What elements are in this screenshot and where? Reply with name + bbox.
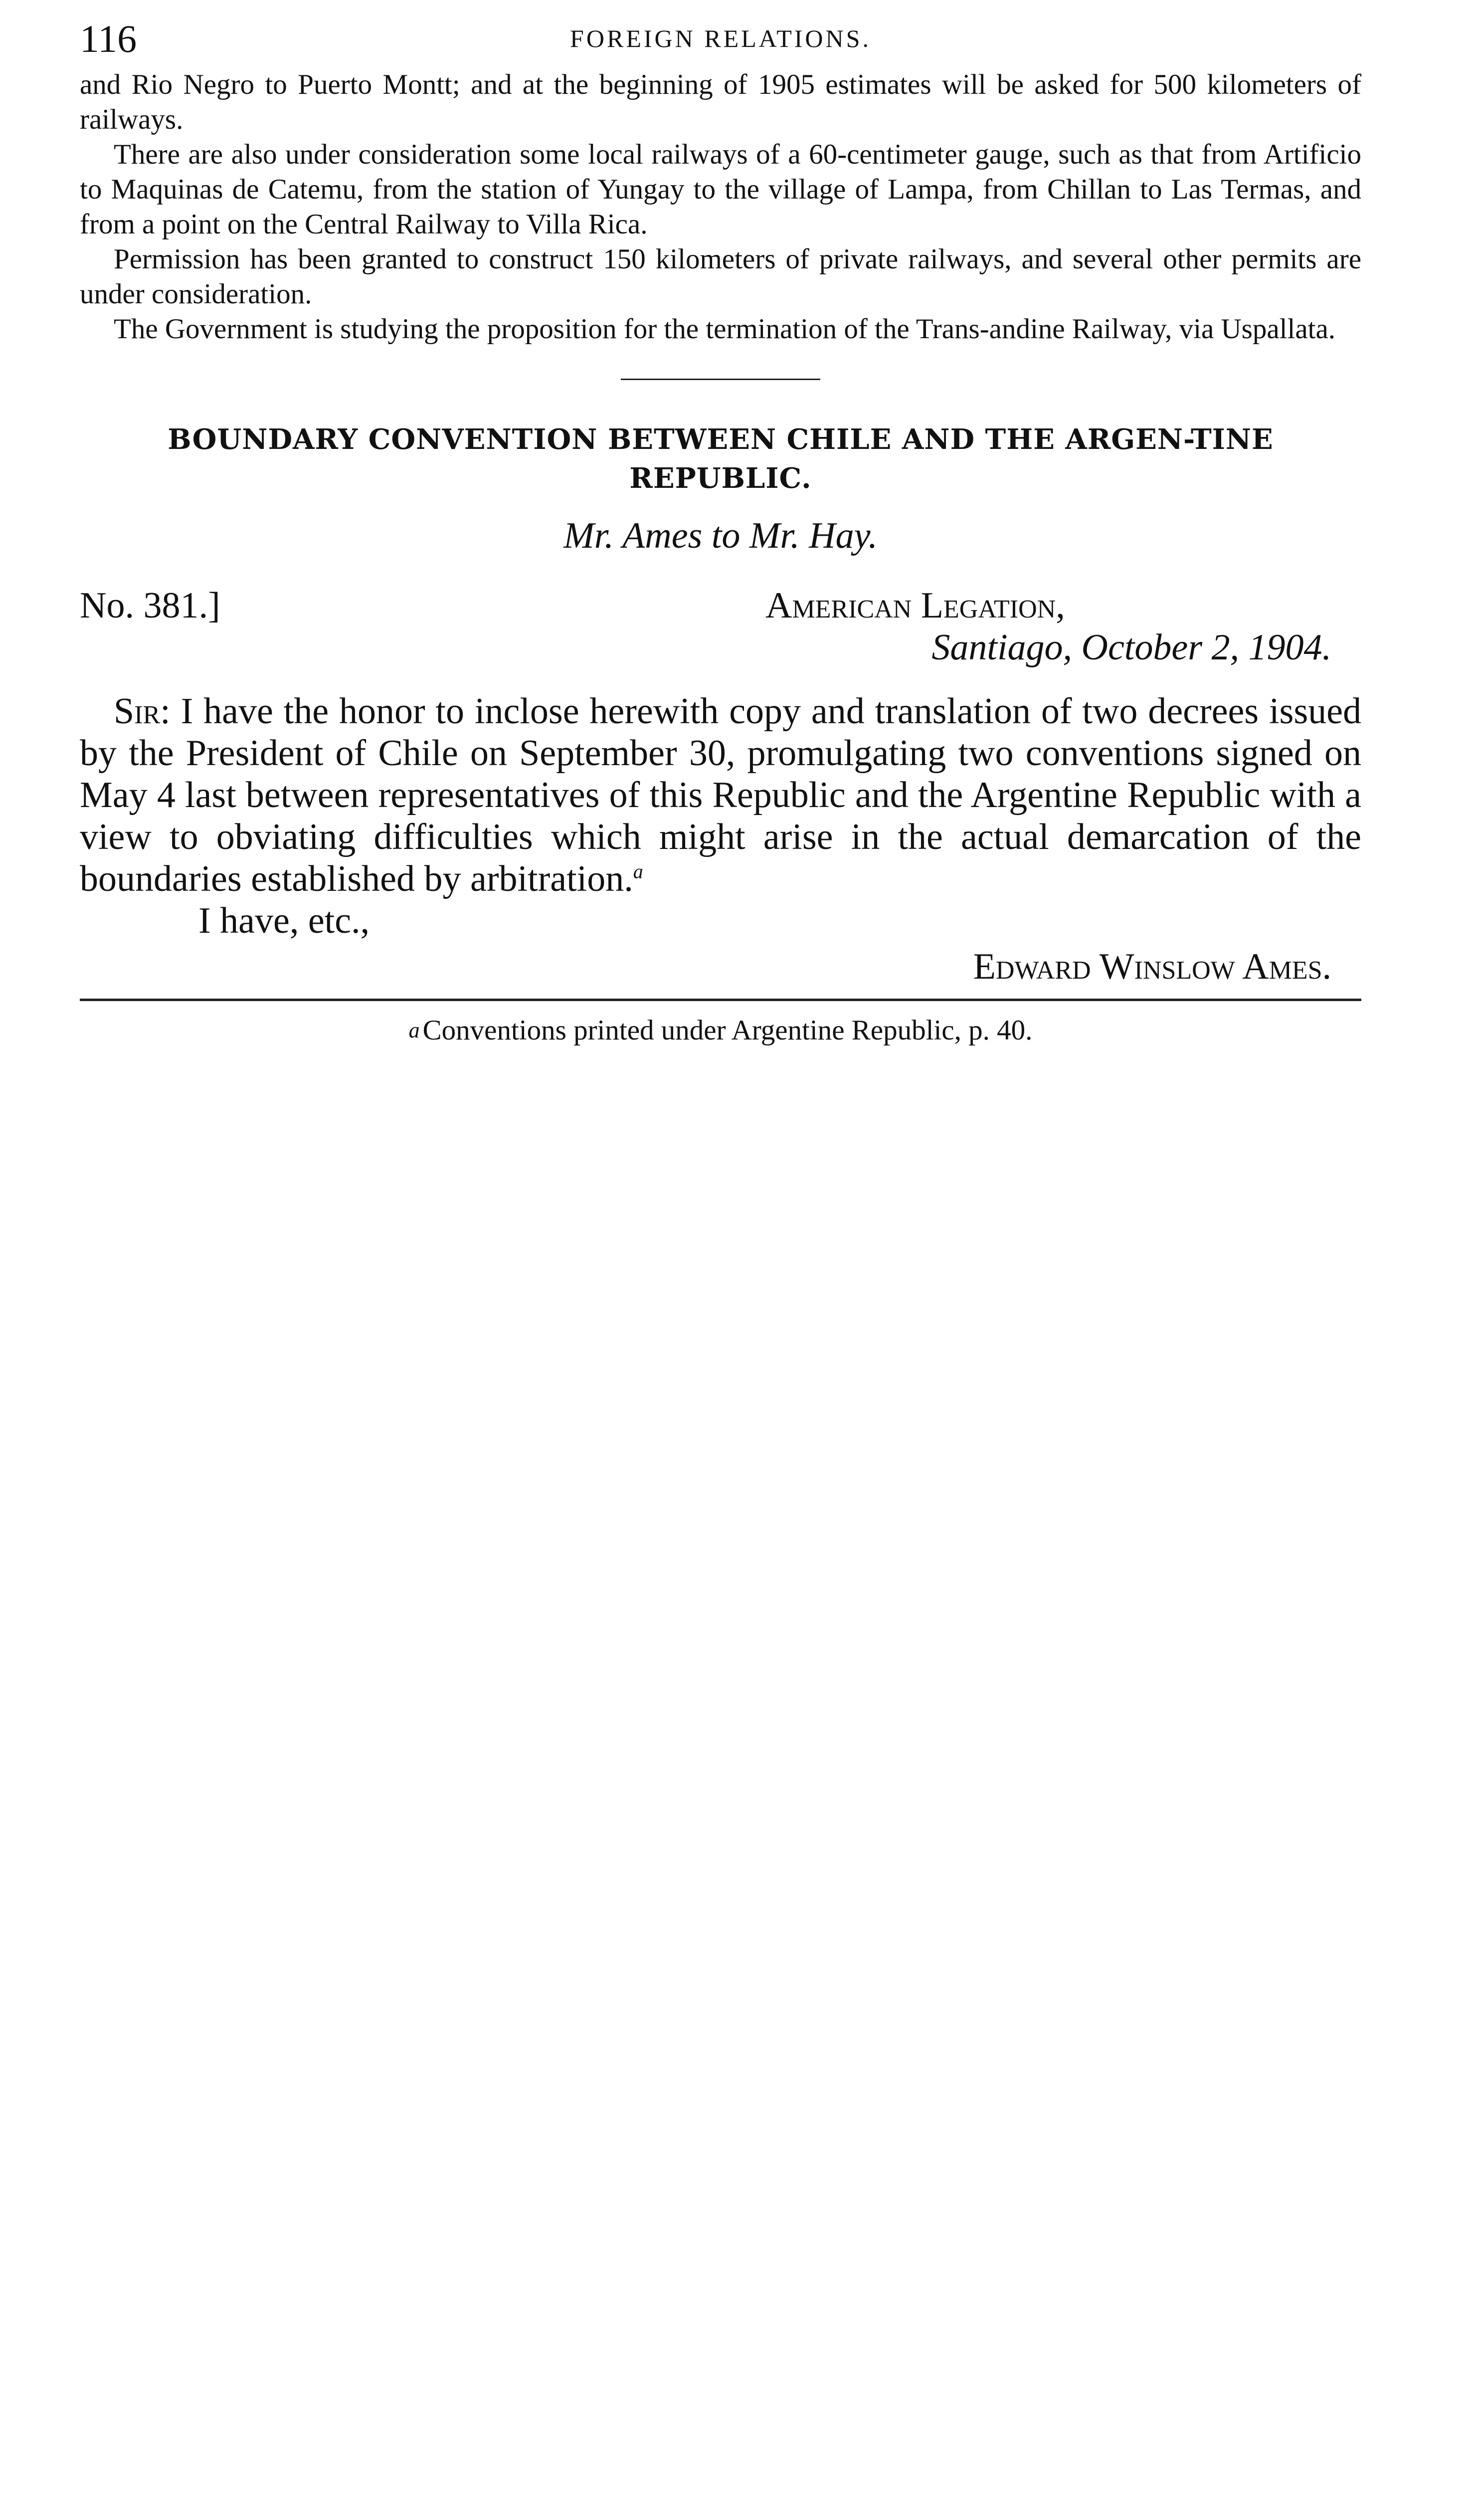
section-separator [621,379,820,380]
letter-body-text: I have the honor to inclose herewith copy and translation of two decrees issued by the President of Chile on September 30, promulgating two conventions signed on May 4 last between representatives of this Republic and the Argentine Republic with a view to obviating difficulties which might arise in the actual demarcation of the boundaries established by arbitration. [80,691,1361,899]
footnote-marker: a [408,1018,420,1042]
letter-dateline [80,581,1361,690]
footnote [80,1013,1361,1048]
footnote-text: Conventions printed under Argentine Republic, p. 40. [422,1015,1033,1046]
letter-title: Mr. Ames to Mr. Hay. [563,515,878,556]
place-date: Santiago, October 2, 1904. [931,627,1331,668]
preceding-text [80,67,1361,347]
footnote-reference: a [633,860,643,883]
running-title: FOREIGN RELATIONS. [570,24,871,52]
legation-name: American Legation, [765,585,1065,626]
paragraph-continued: and Rio Negro to Puerto Montt; and at the beginning of 1905 estimates will be asked for 500 kilometers of railways. [80,69,1361,135]
letter-body [80,690,1361,900]
letter-closing: I have, etc., [198,900,370,941]
section-heading: BOUNDARY CONVENTION BETWEEN CHILE AND THE ARGEN-TINE REPUBLIC. [168,423,1274,495]
paragraph-transandine: The Government is studying the proposition for the termination of the Trans-andine Railway, via Uspallata. [114,313,1335,345]
footnote-rule [80,999,1361,1001]
page-number: 116 [80,17,137,60]
salutation: Sir: [114,691,171,732]
document-page [80,10,1361,1048]
signature: Edward Winslow Ames. [973,946,1331,987]
paragraph-local-railways: There are also under consideration some local railways of a 60-centimeter gauge, such as that from Artificio to Maquinas de Catemu, from the station of Yungay to the village of Lampa, from Chillan to Las Termas, and from a point on the Central Railway to Villa Rica. [80,139,1361,240]
dispatch-number: No. 381.] [80,585,220,626]
running-head [80,10,1361,67]
paragraph-private-railways: Permission has been granted to construct 150 kilometers of private railways, and several other permits are under consideration. [80,243,1361,310]
